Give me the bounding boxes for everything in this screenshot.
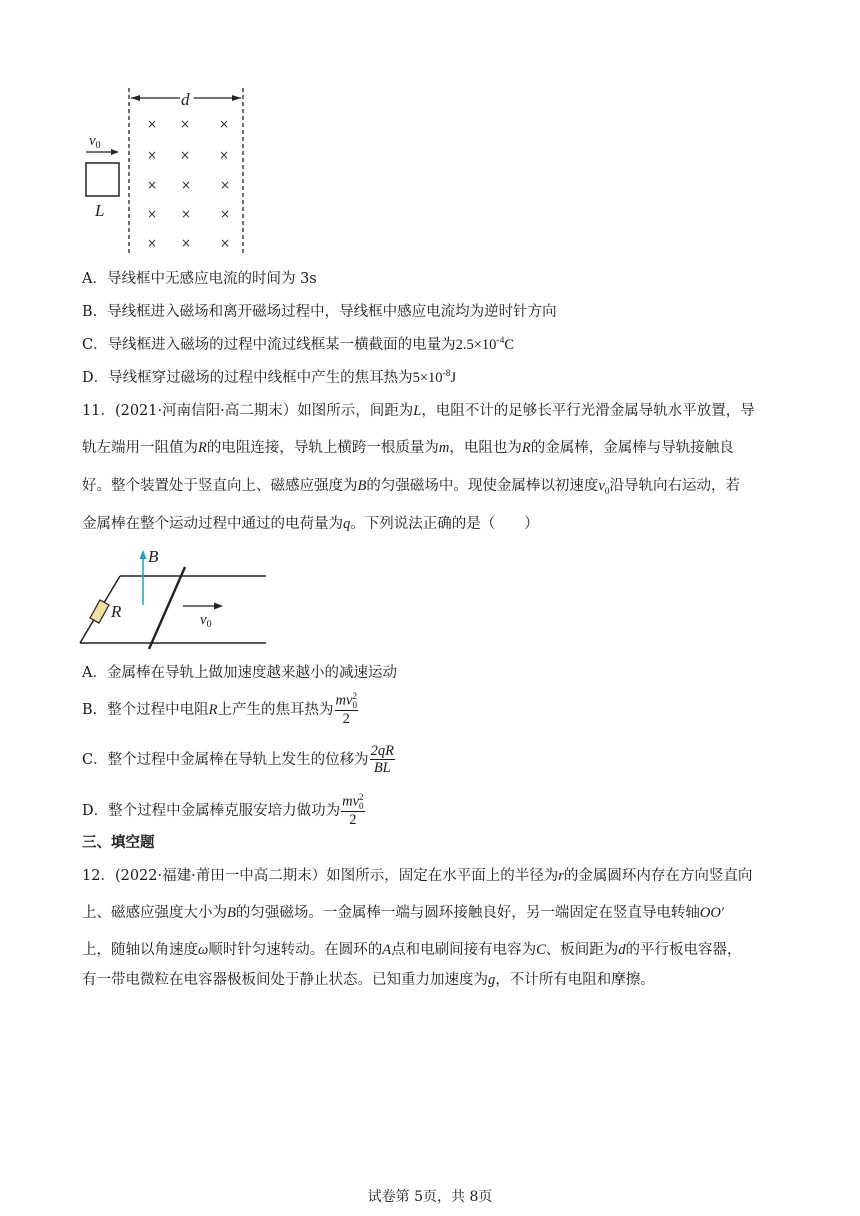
section-heading-fill-blank: 三、填空题 xyxy=(82,835,155,851)
svg-text:×: × xyxy=(219,148,230,162)
svg-text:×: × xyxy=(147,207,158,221)
fraction-2qR-over-BL: $\frac{2qR}{BL}$ xyxy=(370,743,394,776)
B-label: B xyxy=(148,547,159,566)
figure-magnetic-field-loop xyxy=(80,86,260,258)
svg-text:×: × xyxy=(181,236,192,250)
metal-rod xyxy=(149,567,185,649)
q12-stem-line2: 上、磁感应强度大小为B的匀强磁场。一金属棒一端与圆环接触良好，另一端固定在竖直导电转轴OO′ xyxy=(82,905,724,921)
svg-text:×: × xyxy=(180,148,191,162)
q11-option-d: D．整个过程中金属棒克服安培力做功为 mv 2 0 2 xyxy=(82,792,364,828)
resistor-R xyxy=(90,600,109,623)
q11-stem-line3: 好。整个装置处于竖直向上、磁感应强度为B的匀强磁场中。现使金属棒以初速度$v_0$沿导轨向右运动，若 xyxy=(82,478,741,497)
q12-stem-line3: 上，随轴以角速度ω顺时针匀速转动。在圆环的A点和电刷间接有电容为C、板间距为d的平行板电容器， xyxy=(82,942,742,958)
q11-option-a: A．金属棒在导轨上做加速度越来越小的减速运动 xyxy=(82,665,397,681)
fraction-mv2-over-2: mv 2 0 2 xyxy=(335,691,357,727)
svg-text:×: × xyxy=(220,178,231,192)
q10-option-d: D．导线框穿过磁场的过程中线框中产生的焦耳热为$5\times 10^{-8}J$ xyxy=(82,369,457,386)
resistor-label: R xyxy=(111,602,122,621)
svg-text:×: × xyxy=(181,178,192,192)
q11-option-c: C．整个过程中金属棒在导轨上发生的位移为 $\frac{2qR}{BL}$ xyxy=(82,743,394,776)
d-label: d xyxy=(181,90,190,109)
L-label: L xyxy=(95,201,105,220)
rod-velocity-label: $v_0$ xyxy=(200,612,212,630)
svg-text:×: × xyxy=(147,117,158,131)
q10-option-a: A．导线框中无感应电流的时间为 3s xyxy=(82,271,317,287)
q10-option-c: C．导线框进入磁场的过程中流过线框某一横截面的电量为$2.5\times 10^{-4}C$ xyxy=(82,336,514,353)
q11-option-b: B．整个过程中电阻R上产生的焦耳热为 mv 2 0 2 xyxy=(82,691,357,727)
q11-stem-line1: 11．(2021·河南信阳·高二期末）如图所示，间距为L，电阻不计的足够长平行光滑金属导轨水平放置，导 xyxy=(82,403,755,419)
svg-text:×: × xyxy=(147,178,158,192)
svg-text:×: × xyxy=(219,117,230,131)
svg-text:×: × xyxy=(147,148,158,162)
q11-stem-line2: 轨左端用一阻值为R的电阻连接，导轨上横跨一根质量为m，电阻也为R的金属棒，金属棒与导轨接触良 xyxy=(82,440,734,456)
svg-text:×: × xyxy=(181,207,192,221)
square-loop xyxy=(86,163,119,196)
q12-stem-line1: 12．(2022·福建·莆田一中高二期末）如图所示，固定在水平面上的半径为r的金属圆环内存在方向竖直向 xyxy=(82,868,753,884)
fraction-mv2-over-2: mv 2 0 2 xyxy=(342,792,364,828)
svg-text:×: × xyxy=(180,117,191,131)
figure-rails-resistor-rod xyxy=(76,545,276,651)
q10-option-b: B．导线框进入磁场和离开磁场过程中，导线框中感应电流均为逆时针方向 xyxy=(82,304,557,320)
q11-stem-line4: 金属棒在整个运动过程中通过的电荷量为q。下列说法正确的是（ ） xyxy=(82,516,539,532)
svg-text:×: × xyxy=(147,236,158,250)
svg-text:×: × xyxy=(220,236,231,250)
svg-text:×: × xyxy=(220,207,231,221)
v-label: $v_0$ xyxy=(89,133,101,151)
q12-stem-line4: 有一带电微粒在电容器极板间处于静止状态。已知重力加速度为g，不计所有电阻和摩擦。 xyxy=(82,972,655,988)
field-cross-marks xyxy=(147,117,230,250)
page-footer: 试卷第 5页，共 8页 xyxy=(367,1189,493,1205)
